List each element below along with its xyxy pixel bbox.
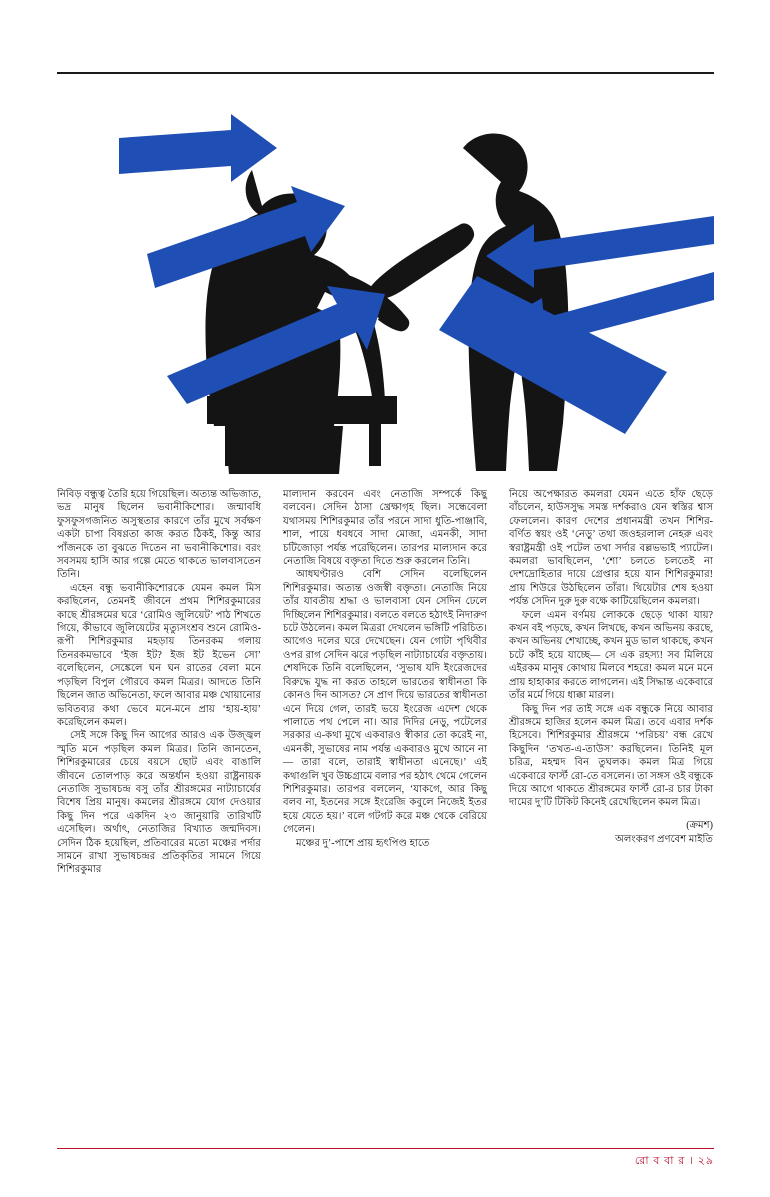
footer-divider — [57, 1148, 714, 1149]
text-column-2 — [283, 488, 487, 1128]
paragraph: নিয়ে অপেক্ষারত কমলরা যেমন এতে হাঁফ ছেড়ে বাঁচলেন, হাউসসুদ্ধ সমস্ত দর্শকরাও যেন স্বস্তির শ্বাস ফেললেন। কারণ দেশের প্রধানমন্ত্রী তখন শিশির-বর্ণিত স্বয়ং ওই ‘নেড়ু’ তথা জওহরলাল নেহরু এবং স্বরাষ্ট্রমন্ত্রী ওই পটেল তথা সর্দার বল্লভভাই প্যাটেল। কমলরা ভাবছিলেন, ‘শো’ চলতে চলতেই না দেশদ্রোহিতার দায়ে গ্রেপ্তার হয়ে যান শিশিরকুমার! প্রায় শিউরে উঠছিলেন তাঁরা। থিয়েটার শেষ হওয়া পর্যন্ত সেদিন দুরু দুরু বক্ষে কাটিয়েছিলেন কমলরা। — [509, 489, 713, 608]
article-credits — [509, 819, 713, 847]
paragraph: মাল্যদান করবেন এবং নেতাজি সম্পর্কে কিছু বলবেন। সেদিন ঠাসা খ্রেক্ষাগৃহ ছিল। সন্ধেবেলা যথাসময় শিশিরকুমার তাঁর পরনে সাদা ধুতি-পাঞ্জাবি, শাল, পায়ে ধবধবে সাদা মোজা, এমনকী, সাদা চটিজোড়া পর্যন্ত পরেছিলেন। তারপর মাল্যদান করে নেতাজি বিষয়ে বক্তৃতা দিতে শুরু করলেন তিনি। — [283, 489, 487, 568]
top-divider — [57, 72, 714, 74]
paragraph: মঞ্চের দু’-পাশে প্রায় হৃৎপিণ্ড হাতে — [296, 837, 430, 849]
page-footer: রো ব বা র । ২৯ — [634, 1155, 714, 1167]
paragraph: আধঘণ্টারও বেশি সেদিন বলেছিলেন শিশিরকুমার। অত্যন্ত ওজস্বী বক্তৃতা। নেতাজি নিয়ে তাঁর যাবতীয় শ্রদ্ধা ও ভালবাসা যেন সেদিন ঢেলে দিচ্ছিলেন শিশিরকুমার। বলতে বলতে হঠাৎই নিদারুণ চটে উঠলেন। কমল মিত্ররা দেখলেন ভঙ্গিটি পরিচিত। আগেও দলের ঘরে দেখেছেন। যেন গোটা পৃথিবীর ওপর রাগ সেদিন ঝরে পড়ছিল নাট্যাচার্যের বক্তৃতায়। শেষদিকে তিনি বলেছিলেন, ‘সুভাষ যদি ইংরেজদের বিরুদ্ধে যুদ্ধ না করত তাহলে ভারতের স্বাধীনতা কি কোনও দিন আসত? সে প্রাণ দিয়ে ভারতের স্বাধীনতা এনে দিয়ে গেল, তারই ভয়ে ইংরেজ এদেশ থেকে পালাতে পথ পেলে না। আর দিদির নেড়ু, পটেলের সরকার এ-কথা মুখে একবারও স্বীকার তো করেই না, এমনকী, সুভাষের নাম পর্যন্ত একবারও মুখে আনে না— তারা বলে, তারাই স্বাধীনতা এনেছে।’ এই কথাগুলি খুব উচ্চগ্রামে বলার পর হঠাৎ থেমে গেলেন শিশিরকুমার। তারপর বললেন, ‘যাকগে, আর কিছু বলব না, ইতনের সঙ্গে ইংরেজি কবুলে নিজেই ইতর হয়ে যেতে হয়।’ বলে গটগট করে মঞ্চ থেকে বেরিয়ে গেলেন। — [283, 569, 487, 836]
paragraph: ফলে এমন বর্ণময় লোককে ছেড়ে থাকা যায়? কখন বই পড়ছে, কখন লিখছে, কখন অভিনয় করছে, কখন অভিনয় শেখাচ্ছে, কখন মুড ভাল থাকছে, কখন চটে কাঁই হয়ে যাচ্ছে— সে এক রহস্য! সব মিলিয়ে এইরকম মানুষ কোথায় মিলবে শহরে! কমল মনে মনে প্রায় হাহাকার করতে লাগলেন। এই সিদ্ধান্ত একেবারে তাঁর মর্মে গিয়ে ধাক্কা মারল। — [509, 609, 713, 702]
article-body — [57, 488, 714, 1128]
article-illustration — [57, 96, 714, 481]
text-column-1 — [57, 488, 261, 1128]
paragraph: কিছু দিন পর তাই সঙ্গে এক বন্ধুকে নিয়ে আবার শ্রীরঙ্গমে হাজির হলেন কমল মিত্র। তবে এবার দর্শক হিসেবে। শিশিরকুমার শ্রীরঙ্গমে ‘পরিচয়’ বন্ধ রেখে কিছুদিন ‘তখত-এ-তাউস’ করছিলেন। তিনিই মূল চরিত্র, মহম্মদ বিন তুঘলক। কমল মিত্র গিয়ে একেবারে ফার্স্ট রো-তে বসলেন। তা সঙ্গস ওই বন্ধুকে দিয়ে আগে থাকতে শ্রীরঙ্গমের ফার্স্ট রো-র চার টাকা দামের দু’টি টিকিট কিনেই রেখেছিলেন কমল মিত্র। — [509, 703, 713, 809]
paragraph: সেই সঙ্গে কিছু দিন আগের আরও এক উজ্জ্বল স্মৃতি মনে পড়ছিল কমল মিত্রর। তিনি জানতেন, শিশিরকুমারের চেয়ে বয়সে ছোট এবং বাঙালি জীবনে তোলপাড় করে অন্তর্ধান হওয়া রাষ্ট্রনায়ক নেতাজি সুভাষচন্দ্র বসু তাঁর শ্রীরঙ্গমের নাট্যাচার্যের বিশেষ প্রিয় মানুষ। কমলের শ্রীরঙ্গমে যোগ দেওয়ার কিছু দিন পরে একদিন ২৩ জানুয়ারি তারিখটি এসেছিল। অর্থাৎ, নেতাজির বিখ্যাত জন্মদিবস। সেদিন ঠিক হয়েছিল, প্রতিবারের মতো মঞ্চের পর্দার সামনে রাখা সুভাষচন্দ্রর প্রতিকৃতির সামনে গিয়ে শিশিরকুমার — [57, 730, 261, 876]
illustration-credit: অলংকরণ প্রণবেশ মাইতি — [615, 833, 713, 845]
continuation-note: (ক্রমশ) — [686, 819, 713, 831]
paragraph: নিবিড় বন্ধুত্ব তৈরি হয়ে গিয়েছিল। অত্যন্ত অভিজাত, ভদ্র মানুষ ছিলেন ভবানীকিশোর। জন্মাবধি ফুসফুসগজনিত অসুস্থতার কারণে তাঁর মুখে সর্বক্ষণ একটা চাপা বিষণ্ণতা কাজ করত ঠিকই, কিন্তু আর পাঁজনকে তা বুঝতে দিতেন না ভবানীকিশোর। বরং সবসময় হাসি আর গল্পে মেতে থাকতে ভালবাসতেন তিনি। — [57, 489, 261, 581]
text-column-3 — [509, 488, 713, 1128]
paragraph: এহেন বন্ধু ভবানীকিশোরকে যেমন কমল মিস করছিলেন, তেমনই জীবনে প্রথম শিশিরকুমারের কাছে শ্রীরঙ্গমের ঘরে ‘রোমিও জুলিয়েট’ পাঠ শিখতে গিয়ে, কীভাবে জুলিয়েটের মৃত্যুসংশ্রব শুনে রোমিও-রূপী শিশিরকুমার মহড়ায় তিনরকম গলায় তিনরকমভাবে ‘ইজ ইট? ইজ ইট ইভেন সো’ বলেছিলেন, সেঙ্কেলে ঘন ঘন রাতের বেলা মনে পড়ছিল বিপুল গৌরবে কমল মিত্রর। আদতে তিনি ছিলেন জাত অভিনেতা, ফলে আবার মঞ্চ খোয়ানোর ভবিতব্যর কথা ভেবে মনে-মনে প্রায় ‘হায়-হায়’ করেছিলেন কমল। — [57, 582, 261, 728]
